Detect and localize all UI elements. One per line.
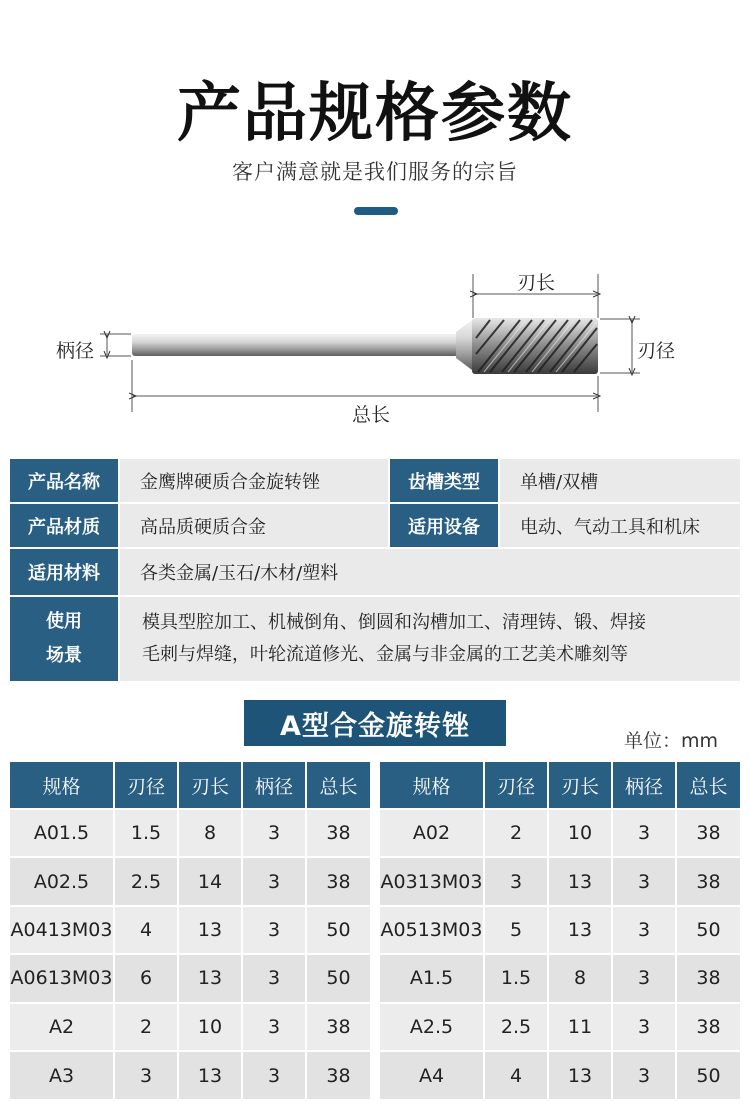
table-row bbox=[380, 1051, 740, 1099]
spec-key-material: 产品材质 bbox=[10, 504, 118, 547]
cell-blade-length: 10 bbox=[178, 1003, 242, 1051]
page-title: 产品规格参数 bbox=[177, 77, 573, 151]
table-row bbox=[380, 954, 740, 1002]
header-spec: 规格 bbox=[10, 762, 114, 809]
cell-spec: A0613M03 bbox=[10, 954, 114, 1002]
cell-total-length: 50 bbox=[306, 954, 370, 1002]
cell-blade-length: 13 bbox=[178, 906, 242, 954]
cell-shank-diameter: 3 bbox=[612, 809, 676, 857]
spec-key-teeth-type: 齿槽类型 bbox=[390, 459, 498, 502]
cell-total-length: 38 bbox=[676, 857, 740, 905]
size-table-left bbox=[10, 762, 370, 1099]
spec-key-usage bbox=[10, 597, 118, 681]
cell-blade-diameter: 1.5 bbox=[114, 809, 178, 857]
cell-blade-length: 13 bbox=[548, 906, 612, 954]
spec-row-2 bbox=[10, 504, 740, 547]
table-row bbox=[10, 1003, 370, 1051]
spec-key-product-name: 产品名称 bbox=[10, 459, 118, 502]
table-row bbox=[10, 906, 370, 954]
tool-shank bbox=[132, 334, 458, 356]
table-row bbox=[380, 1003, 740, 1051]
cell-blade-diameter: 1.5 bbox=[484, 954, 548, 1002]
cell-total-length: 38 bbox=[306, 809, 370, 857]
cell-blade-diameter: 4 bbox=[114, 906, 178, 954]
header-shank-diameter: 柄径 bbox=[242, 762, 306, 809]
table-row bbox=[380, 906, 740, 954]
cell-blade-diameter: 5 bbox=[484, 906, 548, 954]
cell-shank-diameter: 3 bbox=[242, 906, 306, 954]
table-row bbox=[10, 1051, 370, 1099]
table-header-row bbox=[10, 762, 370, 809]
spec-row-3 bbox=[10, 549, 740, 595]
cell-blade-length: 13 bbox=[548, 1051, 612, 1099]
cell-total-length: 38 bbox=[306, 1051, 370, 1099]
header-shank-diameter: 柄径 bbox=[612, 762, 676, 809]
table-row bbox=[10, 809, 370, 857]
header-blade-length: 刃长 bbox=[548, 762, 612, 809]
cell-blade-length: 8 bbox=[548, 954, 612, 1002]
cell-spec: A2.5 bbox=[380, 1003, 484, 1051]
spec-value-equipment: 电动、气动工具和机床 bbox=[500, 504, 740, 547]
table-row bbox=[10, 954, 370, 1002]
cell-shank-diameter: 3 bbox=[242, 954, 306, 1002]
spec-value-usage bbox=[120, 597, 740, 681]
cell-total-length: 38 bbox=[306, 1003, 370, 1051]
tool-dimension-diagram bbox=[0, 262, 750, 432]
size-table-right bbox=[380, 762, 740, 1099]
spec-key-workpiece: 适用材料 bbox=[10, 549, 118, 595]
table-row bbox=[380, 809, 740, 857]
cell-total-length: 38 bbox=[676, 954, 740, 1002]
unit-label: 单位：mm bbox=[624, 730, 719, 752]
header-blade-diameter: 刃径 bbox=[114, 762, 178, 809]
cell-blade-length: 13 bbox=[548, 857, 612, 905]
cell-shank-diameter: 3 bbox=[242, 1003, 306, 1051]
cell-spec: A0513M03 bbox=[380, 906, 484, 954]
cell-blade-diameter: 2.5 bbox=[484, 1003, 548, 1051]
blade-length-label: 刃长 bbox=[517, 272, 556, 294]
cell-blade-length: 13 bbox=[178, 1051, 242, 1099]
header-blade-diameter: 刃径 bbox=[484, 762, 548, 809]
section-title: A型合金旋转锉 bbox=[244, 700, 506, 746]
cell-spec: A0313M03 bbox=[380, 857, 484, 905]
header-total-length: 总长 bbox=[676, 762, 740, 809]
total-length-label: 总长 bbox=[352, 404, 391, 426]
page-subtitle: 客户满意就是我们服务的宗旨 bbox=[232, 160, 518, 184]
cell-spec: A2 bbox=[10, 1003, 114, 1051]
cell-blade-diameter: 3 bbox=[484, 857, 548, 905]
spec-row-1 bbox=[10, 459, 740, 502]
spec-value-material: 高品质硬质合金 bbox=[120, 504, 388, 547]
cell-shank-diameter: 3 bbox=[612, 857, 676, 905]
table-row bbox=[10, 857, 370, 905]
table-row bbox=[380, 857, 740, 905]
spec-value-teeth-type: 单槽/双槽 bbox=[500, 459, 740, 502]
cell-blade-diameter: 4 bbox=[484, 1051, 548, 1099]
spec-key-usage-line2: 场景 bbox=[46, 645, 82, 666]
cell-shank-diameter: 3 bbox=[612, 1003, 676, 1051]
spec-value-usage-line2: 毛刺与焊缝，叶轮流道修光、金属与非金属的工艺美术雕刻等 bbox=[142, 644, 628, 665]
spec-value-usage-line1: 模具型腔加工、机械倒角、倒圆和沟槽加工、清理铸、锻、焊接 bbox=[142, 612, 646, 633]
cell-blade-diameter: 3 bbox=[114, 1051, 178, 1099]
cell-total-length: 50 bbox=[676, 1051, 740, 1099]
blade-diameter-label: 刃径 bbox=[637, 340, 676, 362]
spec-value-product-name: 金鹰牌硬质合金旋转锉 bbox=[120, 459, 388, 502]
cell-spec: A4 bbox=[380, 1051, 484, 1099]
cell-spec: A3 bbox=[10, 1051, 114, 1099]
tool-cutting-head bbox=[472, 318, 598, 374]
cell-spec: A02.5 bbox=[10, 857, 114, 905]
cell-blade-diameter: 2 bbox=[484, 809, 548, 857]
cell-spec: A01.5 bbox=[10, 809, 114, 857]
cell-blade-length: 13 bbox=[178, 954, 242, 1002]
tool-neck bbox=[456, 320, 472, 370]
cell-shank-diameter: 3 bbox=[612, 954, 676, 1002]
table-header-row bbox=[380, 762, 740, 809]
cell-total-length: 50 bbox=[306, 906, 370, 954]
spec-row-4 bbox=[10, 597, 740, 681]
cell-total-length: 38 bbox=[676, 1003, 740, 1051]
shank-diameter-label: 柄径 bbox=[56, 340, 95, 362]
cell-shank-diameter: 3 bbox=[242, 809, 306, 857]
cell-blade-diameter: 2.5 bbox=[114, 857, 178, 905]
cell-spec: A1.5 bbox=[380, 954, 484, 1002]
cell-blade-diameter: 2 bbox=[114, 1003, 178, 1051]
cell-blade-length: 14 bbox=[178, 857, 242, 905]
header-total-length: 总长 bbox=[306, 762, 370, 809]
cell-blade-length: 10 bbox=[548, 809, 612, 857]
title-underline bbox=[354, 207, 398, 215]
spec-value-workpiece: 各类金属/玉石/木材/塑料 bbox=[120, 549, 740, 595]
cell-total-length: 50 bbox=[676, 906, 740, 954]
cell-blade-length: 11 bbox=[548, 1003, 612, 1051]
cell-shank-diameter: 3 bbox=[242, 1051, 306, 1099]
spec-key-equipment: 适用设备 bbox=[390, 504, 498, 547]
cell-spec: A0413M03 bbox=[10, 906, 114, 954]
header-spec: 规格 bbox=[380, 762, 484, 809]
cell-blade-length: 8 bbox=[178, 809, 242, 857]
cell-shank-diameter: 3 bbox=[612, 1051, 676, 1099]
spec-key-usage-line1: 使用 bbox=[46, 611, 82, 632]
cell-spec: A02 bbox=[380, 809, 484, 857]
cell-shank-diameter: 3 bbox=[612, 906, 676, 954]
cell-total-length: 38 bbox=[306, 857, 370, 905]
cell-blade-diameter: 6 bbox=[114, 954, 178, 1002]
cell-shank-diameter: 3 bbox=[242, 857, 306, 905]
cell-total-length: 38 bbox=[676, 809, 740, 857]
header-blade-length: 刃长 bbox=[178, 762, 242, 809]
